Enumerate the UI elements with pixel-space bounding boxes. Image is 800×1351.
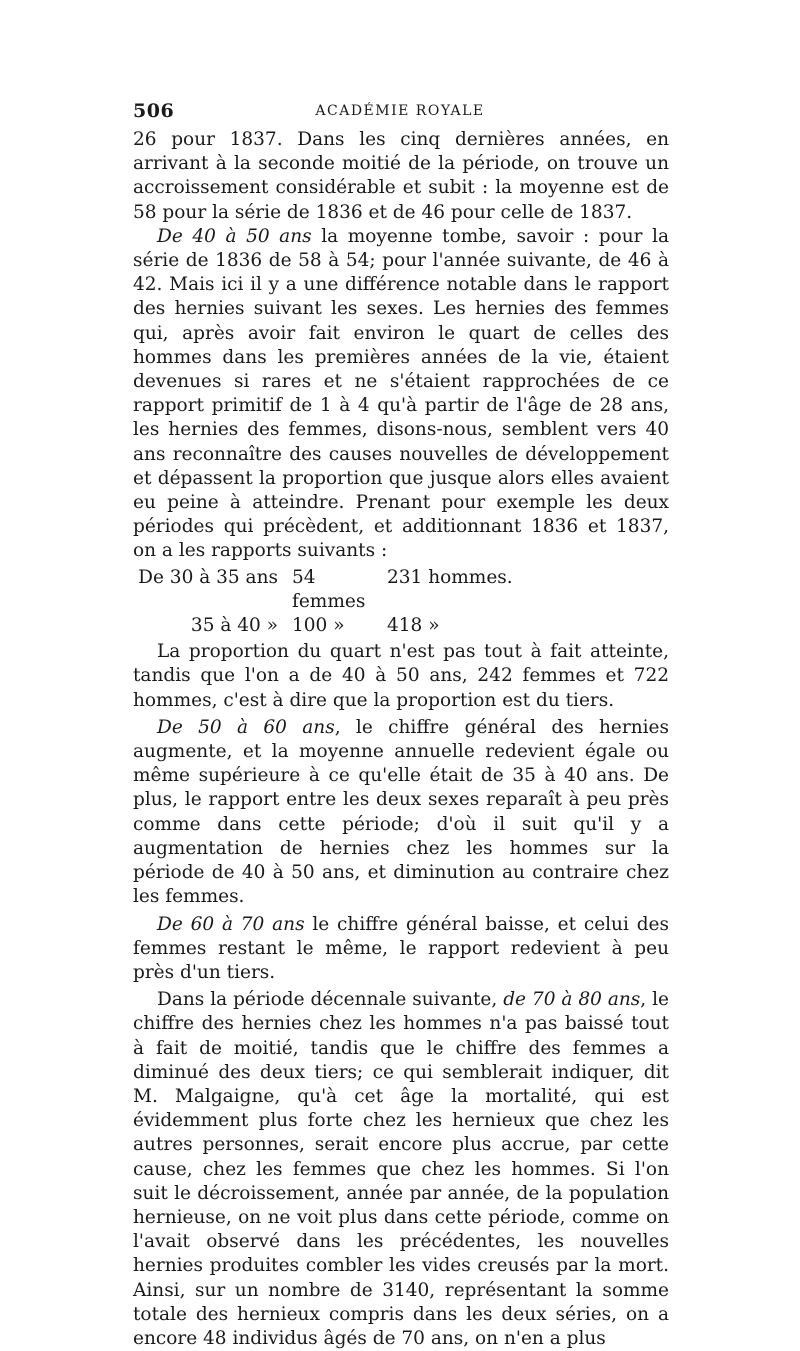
age-range-heading: de 70 à 80 ans xyxy=(503,989,641,1011)
age-range-heading: De 40 à 50 ans xyxy=(157,225,312,247)
stats-femmes: 100 » xyxy=(292,615,345,637)
stats-row xyxy=(133,566,669,614)
stats-hommes: 231 hommes. xyxy=(387,566,513,588)
body-text xyxy=(133,128,669,1351)
stats-age: De 30 à 35 ans xyxy=(138,566,278,588)
paragraph-60-70 xyxy=(133,913,669,986)
paragraph-text: , le chiffre général des hernies augmente, et la moyenne annuelle redevient égale ou même supérieure à ce qu'elle était de 35 à 40 ans. De plus, le rapport entre les deux sexes reparaît à peu près comme dans cette période; d'où il suit qu'il y a augmentation de hernies chez les hommes sur la période de 40 à 50 ans, et diminution au contraire chez les femmes. xyxy=(133,716,669,908)
paragraph-text: Dans la période décennale suivante, xyxy=(157,989,504,1011)
stats-row xyxy=(133,614,669,638)
page-header xyxy=(133,100,667,130)
stats-table xyxy=(133,566,669,639)
paragraph-text: la moyenne tombe, savoir : pour la série de 1836 de 58 à 54; pour l'année suivante, de 46 à 42. Mais ici il y a une différence notable dans le rapport des hernies suivant les sexes. Les hernies des femmes qui, après avoir fait environ le quart de celles des hommes dans les premières années de la vie, étaient devenues si rares et ne s'étaient rapprochées de ce rapport primitif de 1 à 4 qu'à partir de l'âge de 28 ans, les hernies des femmes, disons-nous, semblent vers 40 ans reconnaître des causes nouvelles de développement et dépassent la proportion que jusque alors elles avaient eu peine à atteindre. Prenant pour exemple les deux périodes qui précèdent, et additionnant 1836 et 1837, on a les rapports suivants : xyxy=(133,225,670,562)
paragraph-40-50 xyxy=(133,225,669,564)
stats-femmes: 54 femmes xyxy=(292,566,366,612)
age-range-heading: De 50 à 60 ans xyxy=(157,716,335,738)
stats-age: 35 à 40 » xyxy=(190,615,278,637)
paragraph-text: le chiffre général baisse, et celui des femmes restant le même, le rapport redevient à peu près d'un tiers. xyxy=(133,913,669,983)
paragraph-50-60 xyxy=(133,716,669,910)
paragraph-text: , le chiffre des hernies chez les hommes n'a pas baissé tout à fait de moitié, tandis que le chiffre des femmes a diminué des deux tiers; ce qui semblerait indiquer, dit M. Malgaigne, qu'à cet âge la mortalité, qui est évidemment plus forte chez les hernieux que chez les autres personnes, serait encore plus accrue, par cette cause, chez les femmes que chez les hommes. Si l'on suit le décroissement, année par année, de la population hernieuse, on ne voit plus dans cette période, comme on l'avait observé dans les précédentes, les nouvelles hernies produites combler les vides creusés par la mort. Ainsi, sur un nombre de 3140, représentant la somme totale des hernieux compris dans les deux séries, on a encore 48 individus âgés de 70 ans, on n'en a plus xyxy=(133,989,669,1349)
paragraph-70-80 xyxy=(133,988,669,1351)
paragraph-proportion: La proportion du quart n'est pas tout à fait atteinte, tandis que l'on a de 40 à 50 ans, 242 femmes et 722 hommes, c'est à dire que la proportion est du tiers. xyxy=(133,641,669,711)
page-number: 506 xyxy=(133,100,175,122)
paragraph-continuation: 26 pour 1837. Dans les cinq dernières années, en arrivant à la seconde moitié de la période, on trouve un accroissement considérable et subit : la moyenne est de 58 pour la série de 1836 et de 46 pour celle de 1837. xyxy=(133,129,669,223)
running-title: ACADÉMIE ROYALE xyxy=(315,103,485,119)
stats-hommes: 418 » xyxy=(387,615,440,637)
age-range-heading: De 60 à 70 ans xyxy=(157,913,305,935)
